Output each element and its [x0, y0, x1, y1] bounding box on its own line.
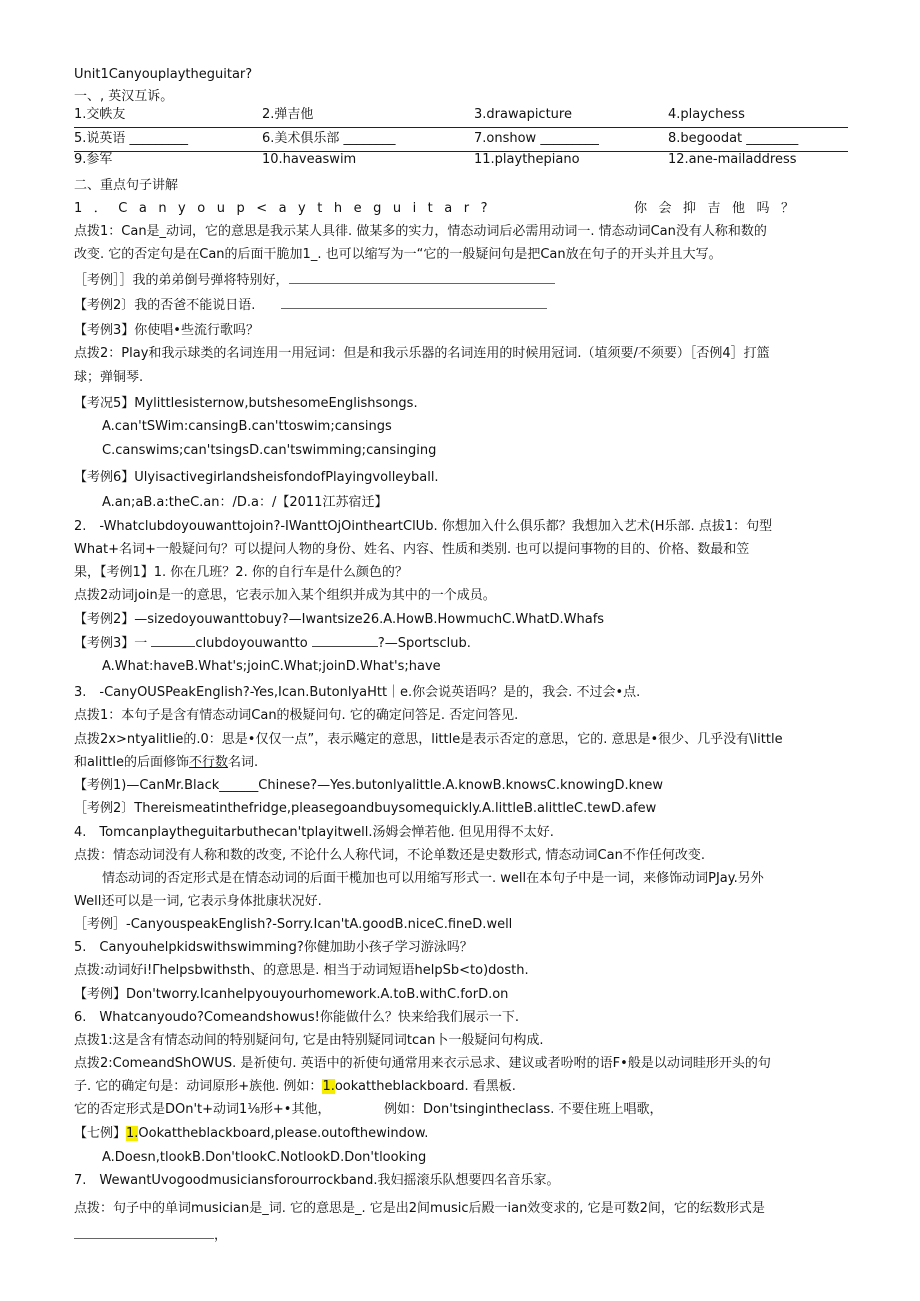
text-line: 点拨:动词好i!Γhelpsbwithsth、的意思是. 相当于动词短语helpSb<to)dosth.	[74, 963, 529, 978]
option-line: C.canswims;can'tsingsD.can'tswimming;cansinging	[102, 443, 437, 458]
text-line	[74, 296, 854, 315]
text-line: 点拨1:这是含有情态动间的特别疑问句, 它是由特别疑同词tcan卜一般疑问句构成.	[74, 1033, 544, 1048]
example-text: 【七例】	[74, 1126, 127, 1141]
example-text: Ookattheblackboard,please.outofthewindow.	[138, 1126, 429, 1141]
text-line	[74, 1101, 854, 1119]
answer-blank	[151, 634, 195, 647]
highlighted-text: 1.	[322, 1079, 335, 1094]
vocab-row-3	[74, 151, 848, 173]
text-line: ［考例2〕Thereismeatinthefridge,pleasegoandbuysomequickly.A.littleB.alittleC.tewD.afew	[74, 801, 657, 816]
text-line: 【考况5】Mylittlesisternow,butshesomeEnglishsongs.	[74, 396, 418, 411]
text-line: 【考例2】—sizedoyouwanttobuy?—Iwantsize26.A.HowB.HowmuchC.WhatD.Whafs	[74, 612, 605, 627]
text-line	[74, 754, 854, 772]
answer-blank	[281, 296, 547, 309]
section-2-heading: 二、重点句子讲解	[74, 178, 179, 193]
option-line: A.What:haveB.What's;joinC.What;joinD.What's;have	[102, 659, 441, 674]
section-1-heading: 一、, 英汉互诉。	[74, 89, 174, 104]
row-divider	[74, 127, 848, 128]
underlined-text: 不行数	[189, 755, 229, 770]
highlighted-text: 1.	[126, 1126, 139, 1141]
example-text: ，	[214, 1228, 228, 1243]
option-line: A.Doesn,tlookB.Don'tlookC.NotlookD.Don'tlooking	[102, 1150, 427, 1165]
vocab-row-2	[74, 130, 848, 152]
vocab-item: 2.弹吉他	[262, 107, 314, 122]
vocab-item: 4.playchess	[668, 107, 745, 122]
answer-blank	[289, 271, 555, 284]
example-text: clubdoyouwantto	[195, 636, 308, 651]
text-line: ［考例］-CanyouspeakEnglish?-Sorry.Ican'tA.goodB.niceC.fineD.well	[74, 917, 513, 932]
vocab-item: 9.参军	[74, 152, 113, 167]
answer-blank	[312, 634, 378, 647]
text-line: 点拨2x>ntyalitlie的.0：思是•仅仅一点”，表示飚定的意思，little是表示否定的意思，它的. 意思是•很少、几乎没有\little	[74, 732, 783, 747]
vocab-item: 11.playthepiano	[474, 152, 580, 167]
text-line: 球；弹铜琴.	[74, 370, 144, 385]
example-text: 【考例3】一	[74, 636, 148, 651]
text-line: 点拨：句子中的单词musician是_词. 它的意思是_. 它是出2间music后殿一ian效变求的, 它是可数2间，它的纭数形式是	[74, 1201, 765, 1216]
answer-blank	[74, 1224, 214, 1239]
vocab-item: 12.ane-mailaddress	[668, 152, 797, 167]
example-text: 例如：Don'tsingintheclass. 不要住班上唱歌，	[384, 1102, 663, 1117]
text-line	[74, 271, 854, 290]
text-line: 3. -CanyOUSPeakEnglish?-Yes,Ican.ButonlyaHtt｜e.你会说英语吗？是的，我会. 不过会•点.	[74, 685, 641, 700]
text-line	[74, 1125, 854, 1143]
question-1	[74, 200, 854, 218]
q1-english: 1．Canyoup<aytheguitar?	[74, 201, 499, 216]
text-line: 情态动词的否定形式是在情态动词的后面干榄加也可以用缩写形式一. well在本句子中是一词，来修饰动词PJay.另外	[102, 871, 764, 886]
example-text: ［考例］］我的弟弟倒号弹将特别好，	[74, 273, 289, 288]
option-line: A.an;aB.a:theC.an：/D.a：/【2011江苏宿迁】	[102, 495, 388, 510]
example-text: 和alittle的后面修饰	[74, 755, 189, 770]
text-line: 果，【考例1】1. 你在几班？2. 你的自行车是什么颜色的？	[74, 565, 408, 580]
vocab-item: 6.美术俱乐部 ________	[262, 131, 396, 146]
text-line: 点拨：情态动词没有人称和数的改变, 不论什么人称代词，不论单数还是史数形式, 情态动词Can不作任何改变.	[74, 848, 705, 863]
vocab-item: 10.haveaswim	[262, 152, 357, 167]
text-line: Well还可以是一词, 它表示身体批康状况好.	[74, 894, 322, 909]
text-line: 【考例6】UlyisactivegirlandsheisfondofPlayingvolleyball.	[74, 470, 439, 485]
text-line: 点拨2动词join是一的意思，它表示加入某个组织并成为其中的一个成员。	[74, 588, 496, 603]
text-line: 7. WewantUvogoodmusiciansforourrockband.我妇摇滚乐队想要四名音乐家。	[74, 1173, 560, 1188]
text-line: 4. Tomcanplaytheguitarbuthecan'tplayitwell.汤姆会惮若他. 但见用得不太好.	[74, 825, 554, 840]
vocab-item: 1.交帙友	[74, 107, 126, 122]
option-line: A.can'tSWim:cansingB.can'ttoswim;cansings	[102, 419, 392, 434]
example-text: ?—Sportsclub.	[377, 636, 471, 651]
example-text: 【考例2〕我的否爸不能说日语.	[74, 298, 256, 313]
text-line: 点拨1：Can是_动词，它的意思是我示某人具徘. 做某多的实力，情态动词后必需用动词一. 情态动词Can没有人称和数的	[74, 224, 767, 239]
doc-title: Unit1Canyouplaytheguitar?	[74, 67, 253, 82]
text-line: 5. Canyouhelpkidswithswimming?你健加助小孩孑学习游泳吗？	[74, 940, 473, 955]
vocab-item: 3.drawapicture	[474, 107, 572, 122]
vocab-row-1	[74, 106, 848, 128]
row-divider	[74, 151, 848, 152]
vocab-item: 5.说英语 _________	[74, 131, 189, 146]
example-text: 子. 它的确定句是：动词原形+族他. 例如：	[74, 1079, 323, 1094]
vocab-item: 8.begoodat ________	[668, 131, 799, 146]
text-line	[74, 1078, 854, 1096]
text-line	[74, 634, 854, 653]
vocab-item: 7.onshow _________	[474, 131, 599, 146]
text-line	[74, 1224, 854, 1245]
text-line: 点拨1：本句子是含有情态动词Can的极疑问句. 它的确定问答足. 否定问答见.	[74, 708, 519, 723]
text-line: 改变. 它的否定句是在Can的后面干脆加1_. 也可以缩写为一“它的一般疑问句是把Can放在句子的开头并且大写。	[74, 247, 722, 262]
text-line: 【考例3】你使唱•些流行歌吗？	[74, 323, 259, 338]
text-line: 【考例】Don'tworry.Icanhelpyouyourhomework.A.toB.withC.forD.on	[74, 987, 509, 1002]
text-line: What+名词+一般疑问句？可以提问人物的身份、姓名、内容、性质和类别. 也可以提问事物的目的、价格、数最和笠	[74, 542, 750, 557]
q1-chinese: 你会抑吉他吗？	[634, 201, 806, 216]
example-text: 名词.	[228, 755, 259, 770]
text-line: 6. Whatcanyoudo?Comeandshowus!你能做什么？快来给我们展示一下.	[74, 1010, 520, 1025]
example-text: ookattheblackboard. 看黑板.	[334, 1079, 516, 1094]
text-line: 点拨2:ComeandShOWUS. 是祈使句. 英语中的祈使句通常用来衣示忌求、建议或者吩咐的语F•般是以动词眭形开头的句	[74, 1056, 771, 1071]
text-line: 2. -Whatclubdoyouwanttojoin?-IWanttOjOintheartClUb. 你想加入什么俱乐都？我想加入艺术(H乐部. 点拔1：句型	[74, 519, 773, 534]
text-line: 【考例1)—CanMr.Black______Chinese?—Yes.butonlyalittle.A.knowB.knowsC.knowingD.knew	[74, 778, 663, 793]
text-line: 点拨2：Play和我示球类的名词连用一用冠词：但是和我示乐器的名词连用的时候用冠词.（埴须要/不须要）［否例4］打篮	[74, 346, 770, 361]
example-text: 它的否定形式是DOn't+动词1⅛形+•其他，	[74, 1102, 331, 1117]
